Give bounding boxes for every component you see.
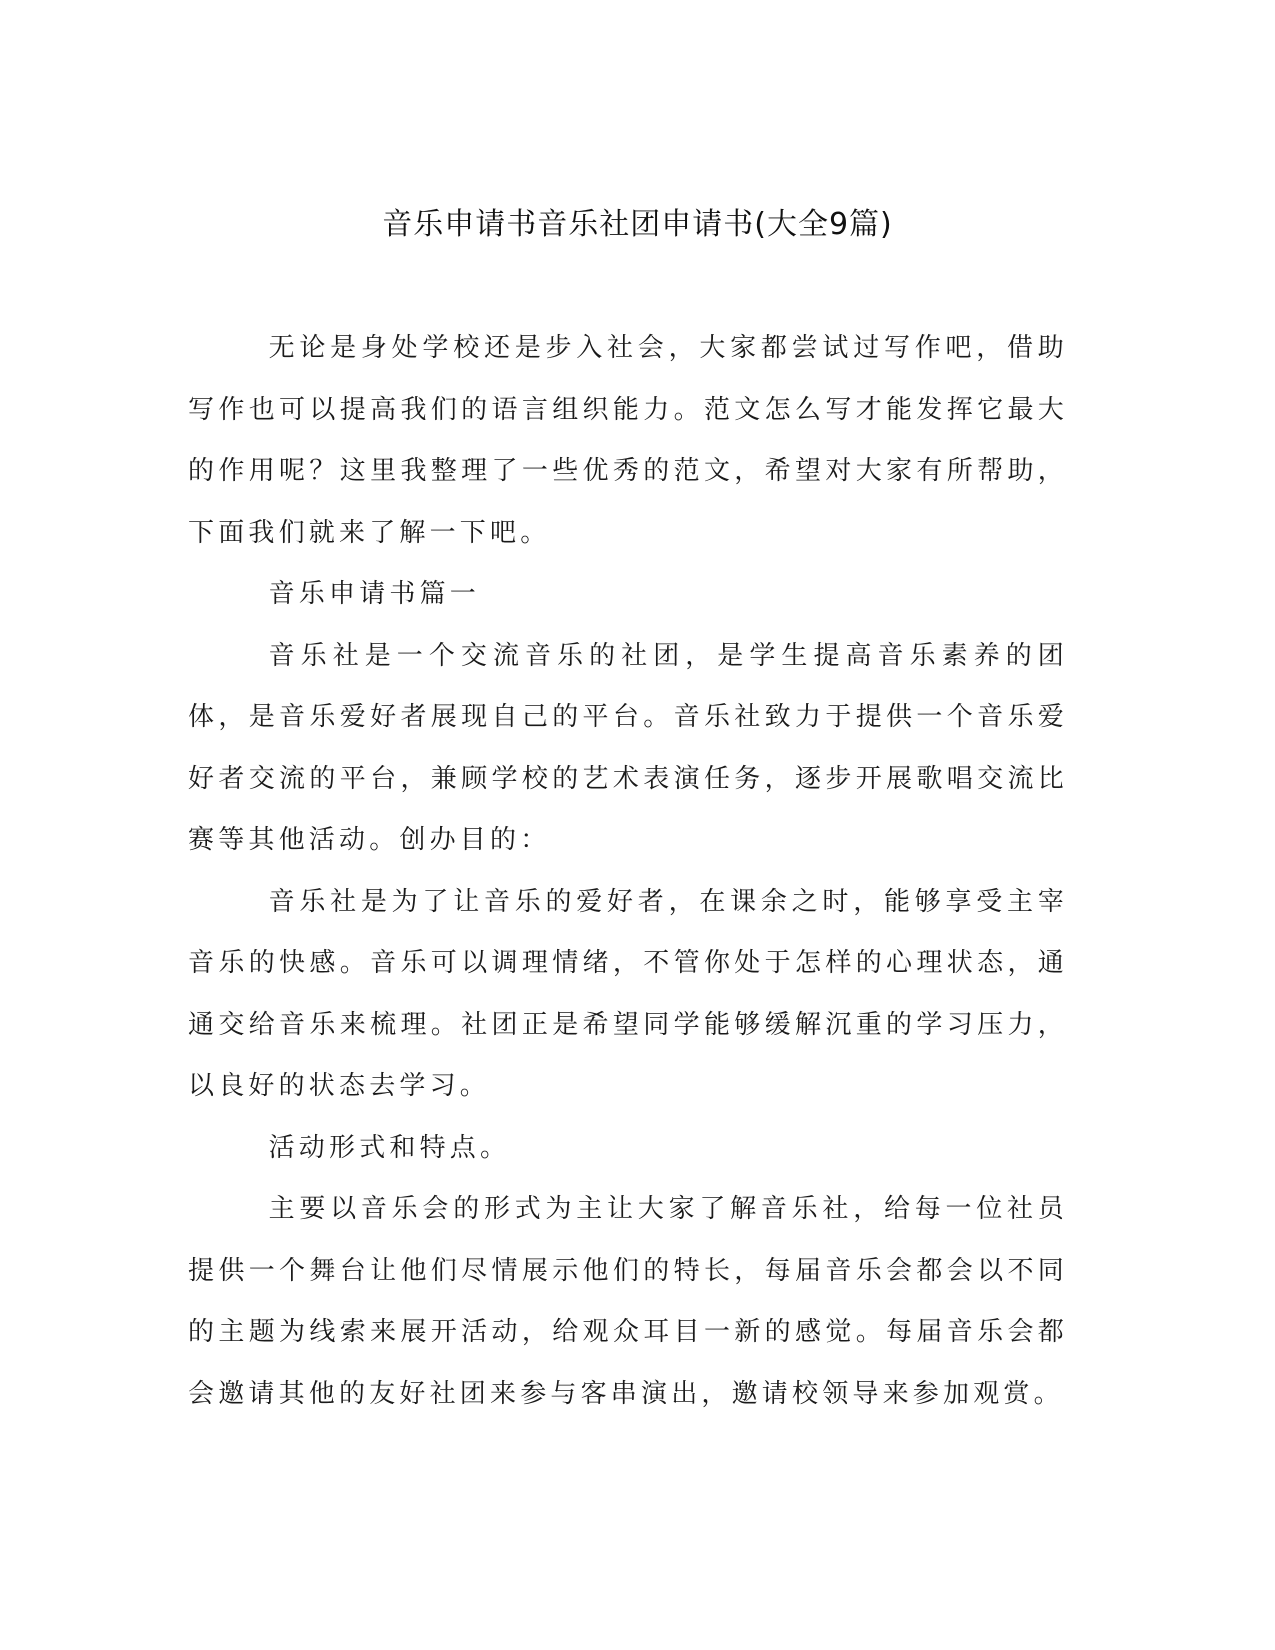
paragraph-club-description: 音乐社是一个交流音乐的社团，是学生提高音乐素养的团体，是音乐爱好者展现自己的平台。音乐社致力于提供一个音乐爱好者交流的平台，兼顾学校的艺术表演任务，逐步开展歌唱交流比赛等其他活动。创办目的： bbox=[188, 640, 1068, 855]
document-title: 音乐申请书音乐社团申请书(大全9篇) bbox=[382, 207, 893, 242]
paragraph-club-purpose: 音乐社是为了让音乐的爱好者，在课余之时，能够享受主宰音乐的快感。音乐可以调理情绪，不管你处于怎样的心理状态，通通交给音乐来梳理。社团正是希望同学能够缓解沉重的学习压力，以良好的状态去学习。 bbox=[188, 886, 1068, 1101]
document-body bbox=[188, 318, 1068, 1425]
section-heading-activities: 活动形式和特点。 bbox=[268, 1132, 511, 1163]
section-heading-part-one: 音乐申请书篇一 bbox=[268, 579, 480, 609]
intro-paragraph: 无论是身处学校还是步入社会，大家都尝试过写作吧，借助写作也可以提高我们的语言组织能力。范文怎么写才能发挥它最大的作用呢？这里我整理了一些优秀的范文，希望对大家有所帮助，下面我们就来了解一下吧。 bbox=[188, 333, 1068, 548]
paragraph-activities: 主要以音乐会的形式为主让大家了解音乐社，给每一位社员提供一个舞台让他们尽情展示他们的特长，每届音乐会都会以不同的主题为线索来展开活动，给观众耳目一新的感觉。每届音乐会都会邀请其他的友好社团来参与客串演出，邀请校领导来参加观赏。 bbox=[188, 1194, 1068, 1409]
